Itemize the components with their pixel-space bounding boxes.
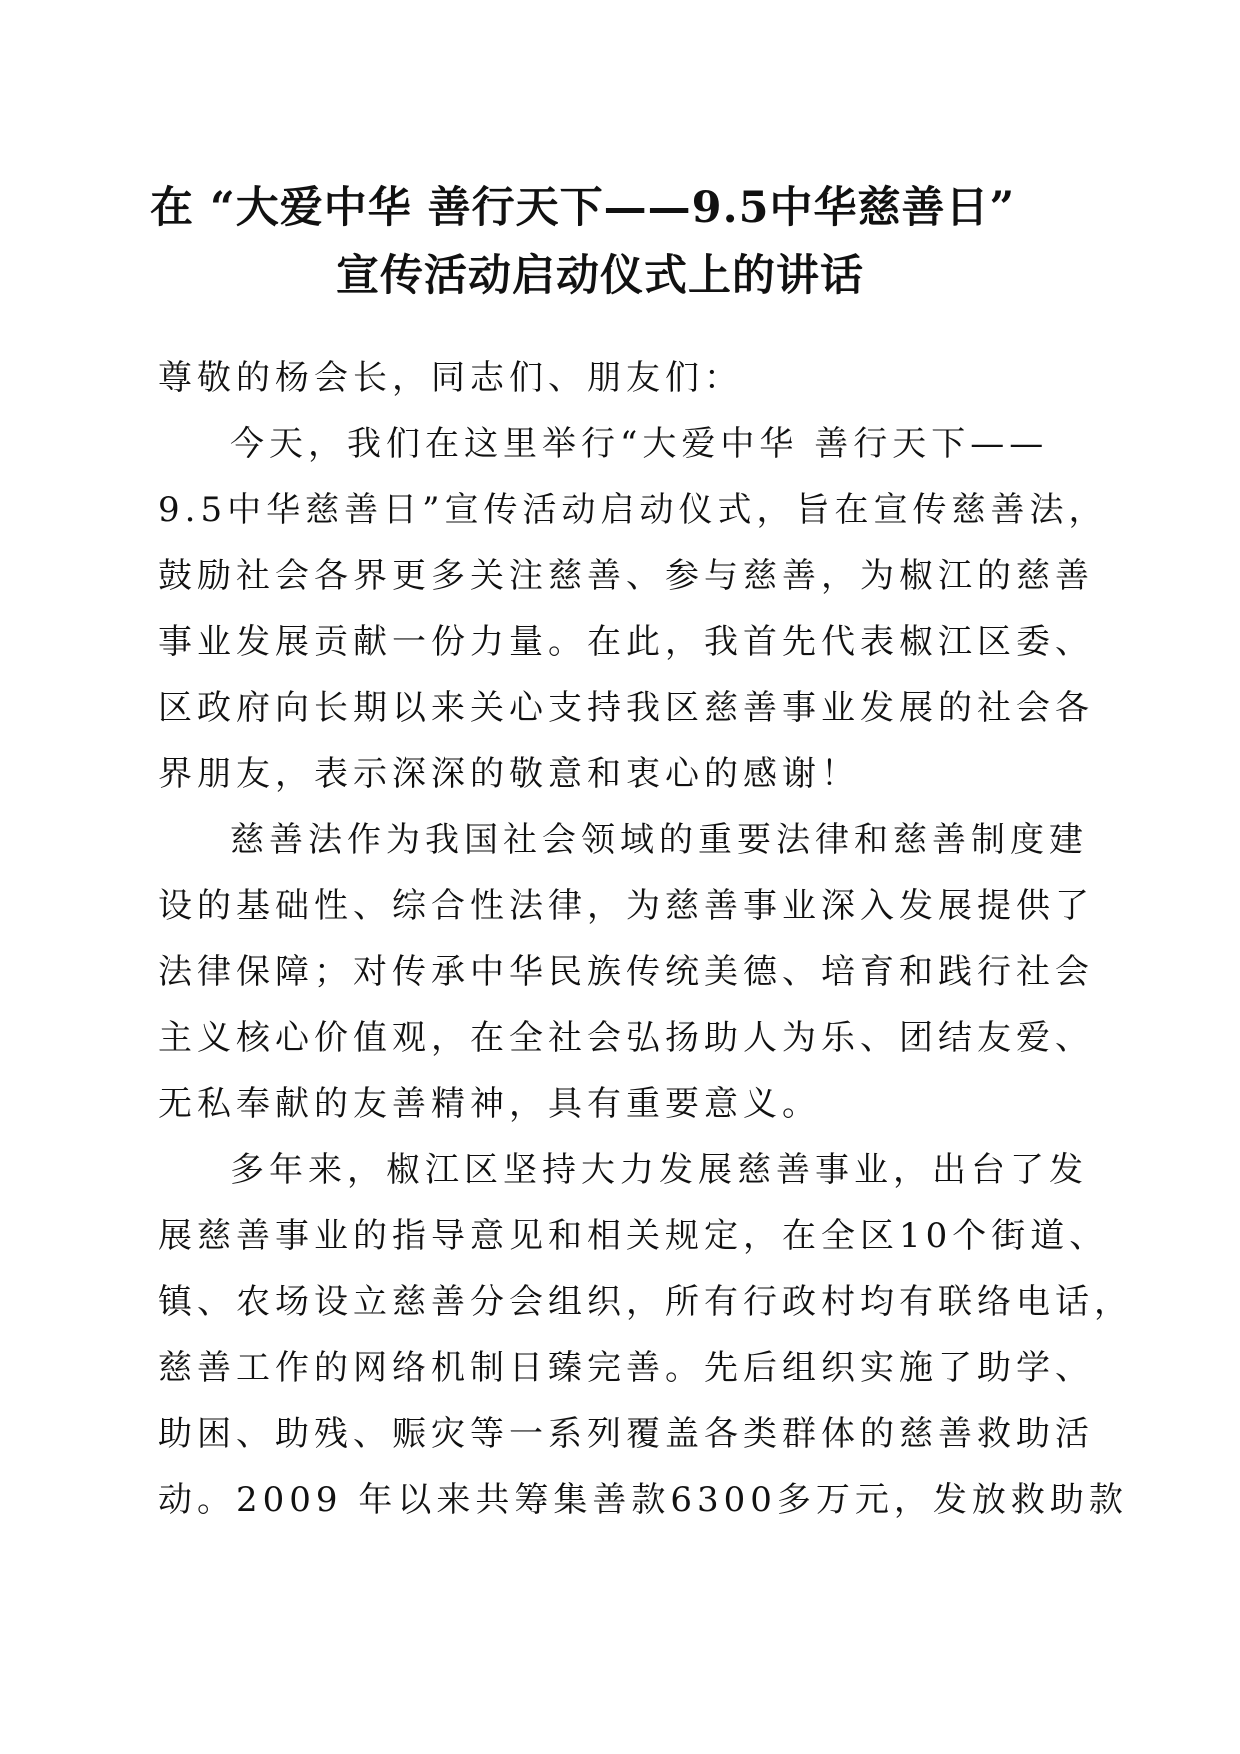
paragraph-1-line-2: 9.5中华慈善日”宣传活动启动仪式，旨在宣传慈善法，: [158, 490, 1108, 530]
paragraph-2-line-5: 无私奉献的友善精神，具有重要意义。: [158, 1084, 821, 1124]
speech-body: [158, 345, 1133, 1533]
paragraph-1-line-5: 区政府向长期以来关心支持我区慈善事业发展的社会各: [158, 688, 1094, 728]
paragraph-1-line-1: 今天，我们在这里举行“大爱中华 善行天下——: [230, 424, 1049, 464]
paragraph-2-line-2: 设的基础性、综合性法律，为慈善事业深入发展提供了: [158, 886, 1094, 926]
document-title-line-1: 在 “大爱中华 善行天下——9.5中华慈善日”: [150, 183, 1016, 233]
paragraph-3-line-3: 镇、农场设立慈善分会组织，所有行政村均有联络电话，: [158, 1282, 1133, 1322]
salutation-line: 尊敬的杨会长，同志们、朋友们：: [158, 358, 743, 398]
paragraph-3-line-6: 动。2009 年以来共筹集善款6300多万元，发放救助款: [158, 1480, 1128, 1520]
paragraph-3-line-2: 展慈善事业的指导意见和相关规定，在全区10个街道、: [158, 1216, 1109, 1256]
paragraph-3-line-1: 多年来，椒江区坚持大力发展慈善事业，出台了发: [230, 1150, 1088, 1190]
paragraph-2-line-4: 主义核心价值观，在全社会弘扬助人为乐、团结友爱、: [158, 1018, 1094, 1058]
paragraph-2-line-1: 慈善法作为我国社会领域的重要法律和慈善制度建: [230, 820, 1088, 860]
paragraph-2-line-3: 法律保障；对传承中华民族传统美德、培育和践行社会: [158, 952, 1094, 992]
paragraph-3-line-4: 慈善工作的网络机制日臻完善。先后组织实施了助学、: [158, 1348, 1094, 1388]
document-title-line-2: 宣传活动启动仪式上的讲话: [336, 251, 864, 301]
paragraph-1-line-3: 鼓励社会各界更多关注慈善、参与慈善，为椒江的慈善: [158, 556, 1094, 596]
paragraph-3-line-5: 助困、助残、赈灾等一系列覆盖各类群体的慈善救助活: [158, 1414, 1094, 1454]
paragraph-1-line-6: 界朋友，表示深深的敬意和衷心的感谢！: [158, 754, 860, 794]
paragraph-1-line-4: 事业发展贡献一份力量。在此，我首先代表椒江区委、: [158, 622, 1094, 662]
